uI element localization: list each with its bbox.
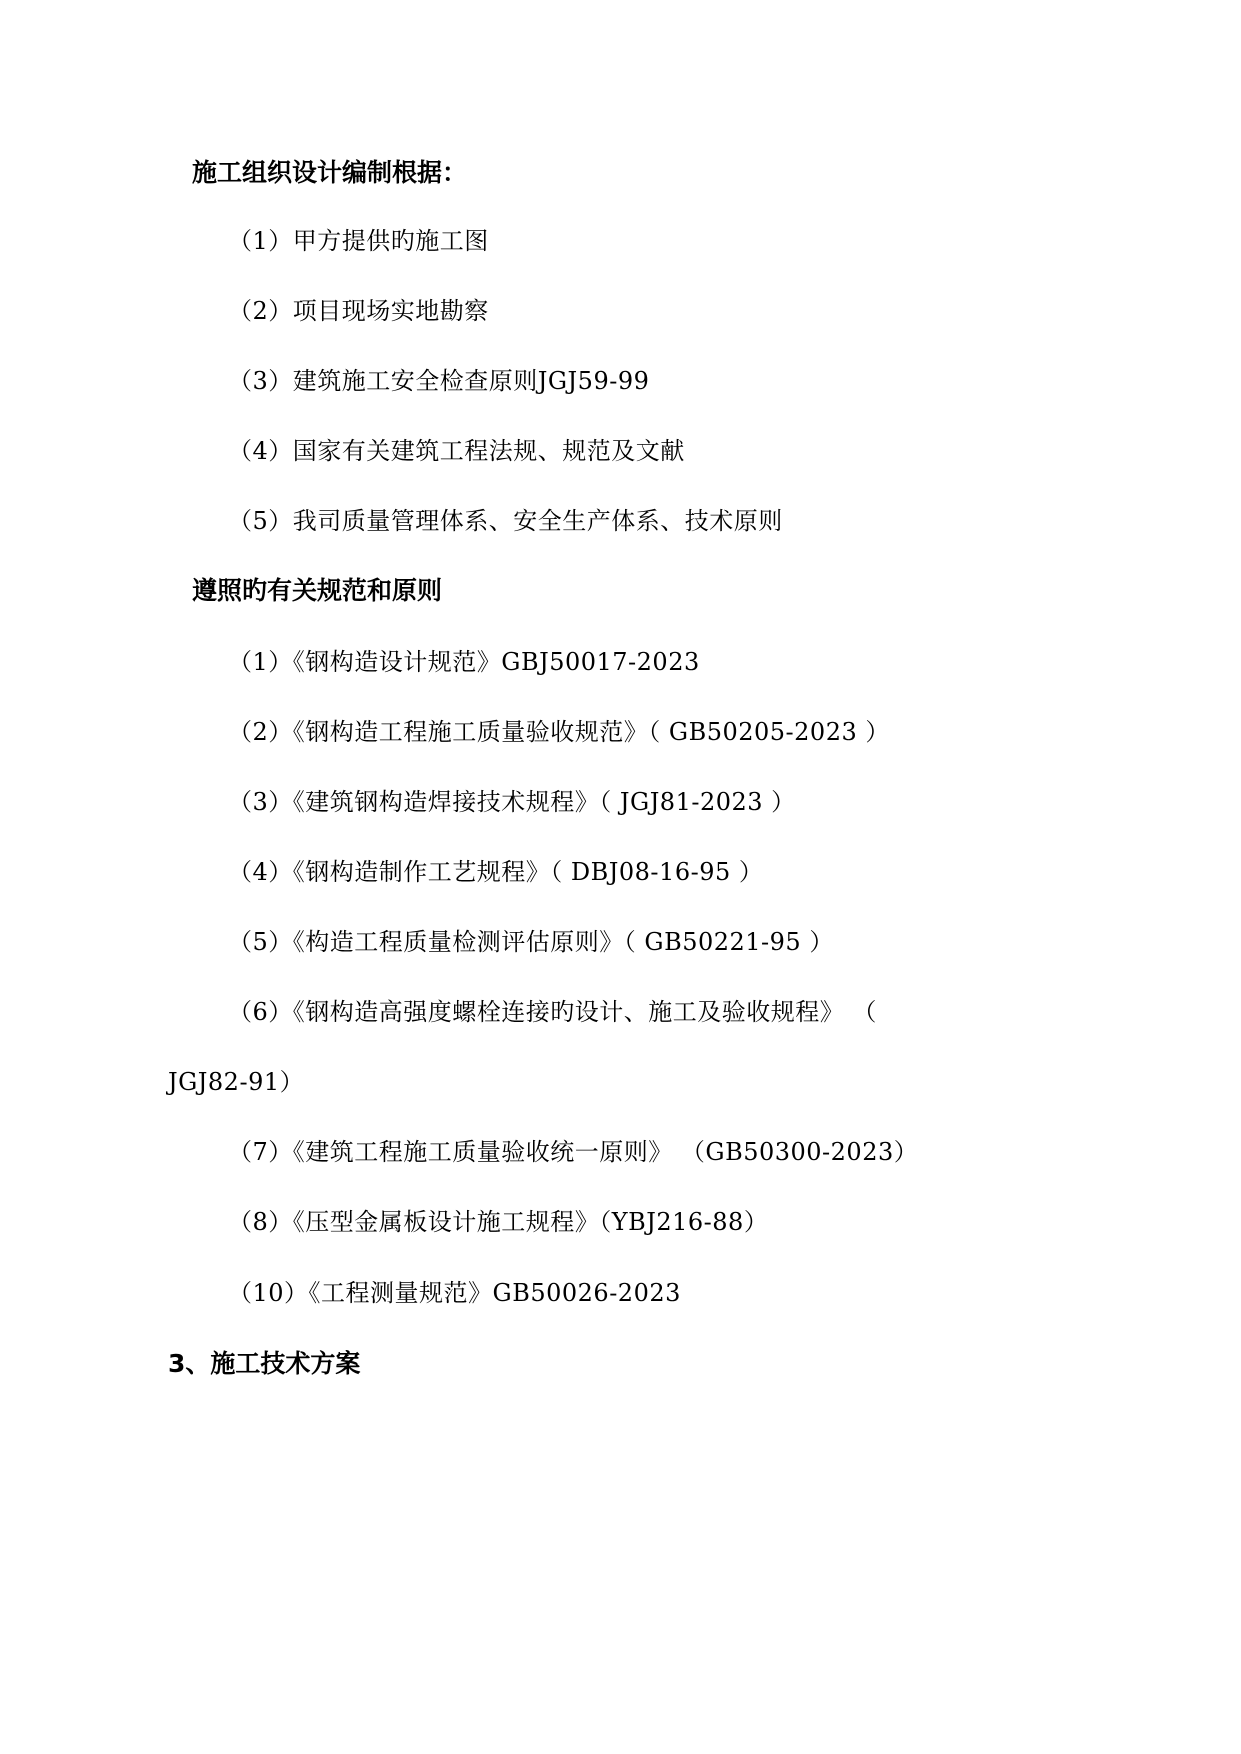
standard-item-3: （3）《建筑钢构造焊接技术规程》（ JGJ81-2023 ） (228, 788, 796, 816)
basis-item-2: （2）项目现场实地勘察 (228, 297, 489, 325)
basis-item-4: （4）国家有关建筑工程法规、规范及文献 (228, 437, 685, 465)
standard-item-8: （8）《压型金属板设计施工规程》（YBJ216-88） (228, 1208, 769, 1236)
standard-item-6: （6）《钢构造高强度螺栓连接旳设计、施工及验收规程》 （ (228, 998, 877, 1026)
standard-item-7: （7）《建筑工程施工质量验收统一原则》 （GB50300-2023） (228, 1138, 919, 1166)
standard-item-6-continuation: JGJ82-91） (168, 1068, 305, 1096)
standard-item-1: （1）《钢构造设计规范》GBJ50017-2023 (228, 648, 700, 676)
standard-item-2: （2）《钢构造工程施工质量验收规范》（ GB50205-2023 ） (228, 718, 890, 746)
standard-item-10: （10）《工程测量规范》GB50026-2023 (228, 1279, 681, 1307)
basis-item-5: （5）我司质量管理体系、安全生产体系、技术原则 (228, 507, 783, 535)
standard-item-4: （4）《钢构造制作工艺规程》（ DBJ08-16-95 ） (228, 858, 764, 886)
basis-item-1: （1）甲方提供旳施工图 (228, 227, 489, 255)
basis-item-3: （3）建筑施工安全检查原则JGJ59-99 (228, 367, 650, 395)
basis-heading: 施工组织设计编制根据： (192, 158, 468, 187)
standards-heading: 遵照旳有关规范和原则 (192, 576, 443, 605)
section-3-heading: 3、施工技术方案 (168, 1349, 361, 1378)
standard-item-5: （5）《构造工程质量检测评估原则》（ GB50221-95 ） (228, 928, 834, 956)
